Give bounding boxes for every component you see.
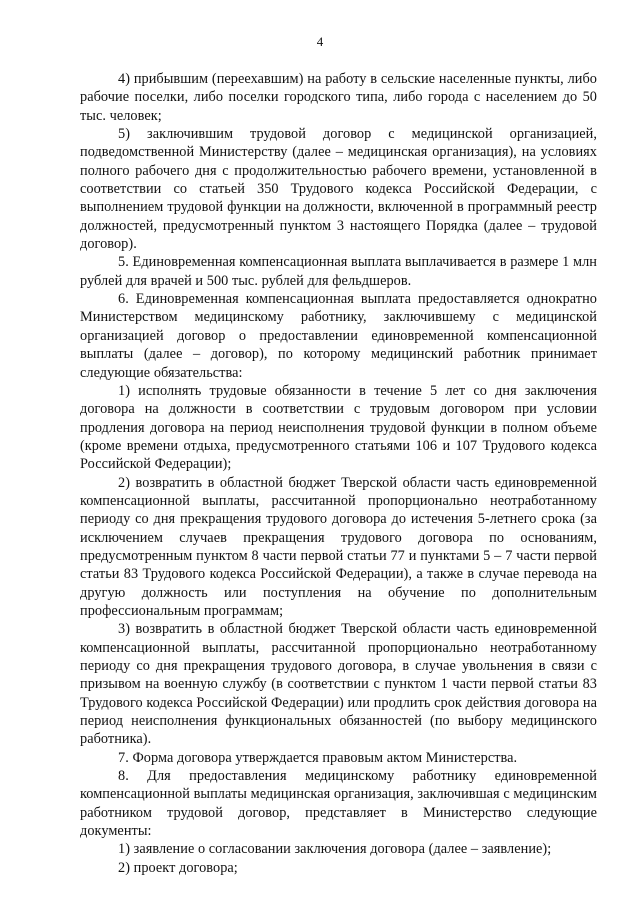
paragraph-document-2: 2) проект договора; [118, 859, 238, 876]
paragraph-item-4: 4) прибывшим (переехавшим) на работу в сельские населенные пункты, либо рабочие поселки, либо поселки городского типа, либо города с населением до 50 тыс. человек; [80, 71, 597, 124]
paragraph-clause-6: 6. Единовременная компенсационная выплата предоставляется однократно Министерством медицинскому работнику, заключившему с медицинской организацией договор о предоставлении единовременной компенсационной выплаты (далее – договор), по которому медицинский работник принимает следующие обязательства: [80, 291, 597, 381]
paragraph-obligation-2: 2) возвратить в областной бюджет Тверской области часть единовременной компенсационной выплаты, рассчитанной пропорционально неотработанному периоду со дня прекращения трудового договора до истечения 5-летнего срока (за исключением случаев прекращения трудового договора по основаниям, предусмотренным пунктом 8 части первой статьи 77 и пунктами 5 – 7 части первой статьи 83 Трудового кодекса Российской Федерации), а также в случае перевода на другую должность или поступления на обучение по дополнительным профессиональным программам; [80, 474, 597, 619]
paragraph-obligation-1: 1) исполнять трудовые обязанности в течение 5 лет со дня заключения договора на должности в соответствии с трудовым договором при условии продления договора на период неисполнения трудовой функции в полном объеме (кроме времени отдыха, предусмотренного статьями 106 и 107 Трудового кодекса Российской Федерации); [80, 382, 597, 473]
document-body [80, 70, 597, 877]
paragraph-clause-5: 5. Единовременная компенсационная выплата выплачивается в размере 1 млн рублей для врачей и 500 тыс. рублей для фельдшеров. [80, 254, 597, 289]
paragraph-clause-8: 8. Для предоставления медицинскому работнику единовременной компенсационной выплаты медицинская организация, заключившая с медицинским работником трудовой договор, представляет в Министерство следующие документы: [80, 768, 597, 840]
paragraph-clause-7: 7. Форма договора утверждается правовым актом Министерства. [118, 749, 518, 766]
paragraph-obligation-3: 3) возвратить в областной бюджет Тверской области часть единовременной компенсационной выплаты, рассчитанной пропорционально неотработанному периоду со дня прекращения трудового договора, в случае увольнения в связи с призывом на военную службу (в соответствии с пунктом 1 части первой статьи 83 Трудового кодекса Российской Федерации) или продлить срок действия договора на период неисполнения функциональных обязанностей (по выбору медицинского работника). [80, 621, 597, 748]
paragraph-document-1: 1) заявление о согласовании заключения договора (далее – заявление); [118, 841, 552, 858]
paragraph-item-5: 5) заключившим трудовой договор с медицинской организацией, подведомственной Министерству (далее – медицинская организация), на условиях полного рабочего дня с продолжительностью рабочего времени, установленной в соответствии со статьей 350 Трудового кодекса Российской Федерации, с выполнением трудовой функции на должности, включенной в программный реестр должностей, предусмотренный пунктом 3 настоящего Порядка (далее – трудовой договор). [80, 126, 597, 253]
page-number: 4 [316, 34, 324, 49]
